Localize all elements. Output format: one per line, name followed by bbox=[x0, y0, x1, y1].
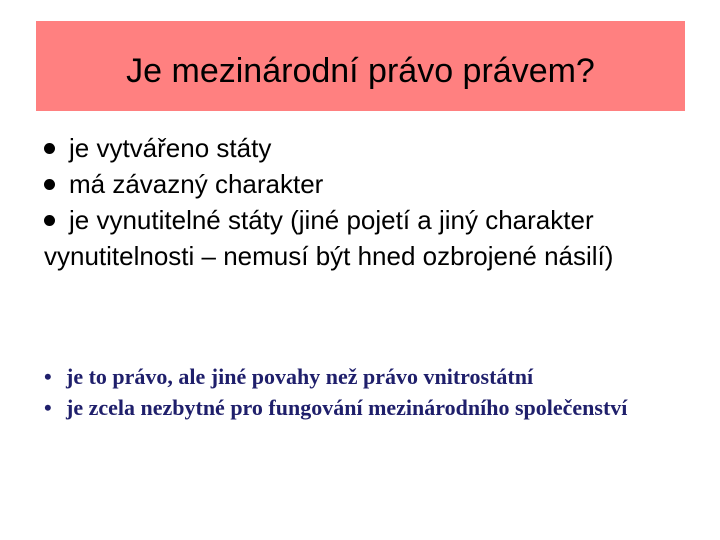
sub-point-item bbox=[44, 392, 684, 423]
main-bullet-text: je vynutitelné státy (jiné pojetí a jiný charakter vynutitelnosti – nemusí být hned ozbrojené násilí) bbox=[44, 205, 614, 271]
main-bullet-item bbox=[44, 202, 674, 274]
bullet-dot-icon bbox=[44, 143, 55, 154]
main-bullet-item bbox=[44, 166, 674, 202]
bullet-dot-icon: • bbox=[44, 364, 52, 389]
bullet-dot-icon bbox=[44, 179, 55, 190]
sub-point-text: je zcela nezbytné pro fungování mezinárodního společenství bbox=[66, 395, 628, 420]
sub-point-text: je to právo, ale jiné povahy než právo vnitrostátní bbox=[66, 364, 534, 389]
main-bullet-list bbox=[44, 130, 674, 274]
main-bullet-text: je vytvářeno státy bbox=[69, 133, 272, 163]
bullet-dot-icon bbox=[44, 215, 55, 226]
sub-point-item bbox=[44, 361, 684, 392]
slide-title: Je mezinárodní právo právem? bbox=[126, 52, 595, 90]
title-banner bbox=[36, 21, 685, 111]
sub-point-list bbox=[44, 361, 684, 423]
main-bullet-text: má závazný charakter bbox=[69, 169, 324, 199]
main-bullet-item bbox=[44, 130, 674, 166]
bullet-dot-icon: • bbox=[44, 395, 52, 420]
